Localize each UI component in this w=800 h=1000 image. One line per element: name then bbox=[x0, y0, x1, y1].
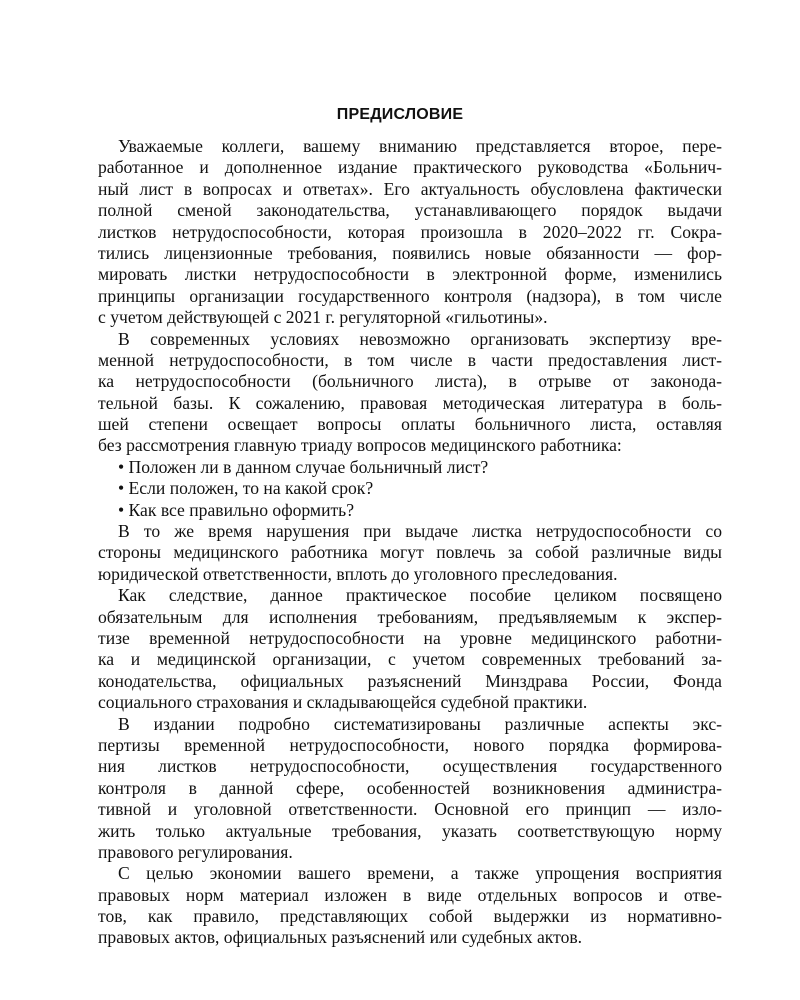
text-line: Уважаемые коллеги, вашему вниманию представляется второе, пере- bbox=[118, 136, 722, 156]
text-line: полной сменой законодательства, устанавливающего порядок выдачи bbox=[98, 200, 722, 221]
text-line: с учетом действующей с 2021 г. регуляторной «гильотины». bbox=[98, 307, 548, 328]
text-line: менной нетрудоспособности, в том числе в части предоставления лист- bbox=[98, 349, 722, 370]
text-line: ния листков нетрудоспособности, осуществления государственного bbox=[98, 756, 722, 777]
text-line: конодательства, официальных разъяснений Минздрава России, Фонда bbox=[98, 670, 722, 691]
text-line: контроля в данной сфере, особенностей возникновения администра- bbox=[98, 777, 722, 798]
text-line: юридической ответственности, вплоть до уголовного преследования. bbox=[98, 563, 618, 584]
text-line: пертизы временной нетрудоспособности, нового порядка формирова- bbox=[98, 734, 722, 755]
text-line: шей степени освещает вопросы оплаты больничного листа, оставляя bbox=[98, 414, 722, 435]
text-line: принципы организации государственного контроля (надзора), в том числе bbox=[98, 285, 722, 306]
text-line: обязательным для исполнения требованиям, предъявляемым к экспер- bbox=[98, 606, 722, 627]
paragraph bbox=[98, 863, 722, 949]
paragraph bbox=[98, 585, 722, 713]
text-line: В современных условиях невозможно организовать экспертизу вре- bbox=[118, 328, 722, 349]
paragraph bbox=[98, 714, 722, 864]
list-item: • Положен ли в данном случае больничный лист? bbox=[118, 456, 489, 477]
paragraph bbox=[98, 136, 722, 329]
text-line: ка нетрудоспособности (больничного листа), в отрыве от законода- bbox=[98, 371, 722, 392]
list-item: • Как все правильно оформить? bbox=[118, 499, 355, 520]
text-line: тивной и уголовной ответственности. Основной его принцип — изло- bbox=[98, 799, 722, 820]
preface-text bbox=[98, 136, 722, 949]
paragraph bbox=[98, 521, 722, 585]
text-line: стороны медицинского работника могут повлечь за собой различные виды bbox=[98, 542, 722, 563]
text-line: социального страхования и складывающейся судебной практики. bbox=[98, 692, 588, 713]
text-line: тизе временной нетрудоспособности на уровне медицинского работни- bbox=[98, 627, 722, 648]
bullet-list bbox=[98, 457, 722, 521]
text-line: ка и медицинской организации, с учетом современных требований за- bbox=[98, 649, 722, 670]
text-line: правовых норм материал изложен в виде отдельных вопросов и отве- bbox=[98, 884, 722, 905]
text-line: листков нетрудоспособности, которая произошла в 2020–2022 гг. Сокра- bbox=[98, 221, 722, 242]
page-title: ПРЕДИСЛОВИЕ bbox=[336, 106, 464, 123]
text-line: тов, как правило, представляющих собой выдержки из нормативно- bbox=[98, 906, 722, 927]
text-line: жить только актуальные требования, указать соответствующую норму bbox=[98, 820, 722, 841]
text-line: без рассмотрения главную триаду вопросов медицинского работника: bbox=[98, 435, 622, 456]
text-line: мировать листки нетрудоспособности в электронной форме, изменились bbox=[98, 264, 722, 285]
text-line: тились лицензионные требования, появились новые обязанности — фор- bbox=[98, 242, 722, 263]
text-line: Как следствие, данное практическое пособие целиком посвящено bbox=[118, 585, 722, 606]
text-line: правовых актов, официальных разъяснений или судебных актов. bbox=[98, 927, 583, 948]
text-line: ный лист в вопросах и ответах». Его актуальность обусловлена фактически bbox=[98, 178, 722, 199]
text-line: С целью экономии вашего времени, а также упрощения восприятия bbox=[118, 863, 722, 884]
paragraph bbox=[98, 329, 722, 457]
text-line: тельной базы. К сожалению, правовая методическая литература в боль- bbox=[98, 392, 722, 413]
list-item: • Если положен, то на какой срок? bbox=[118, 478, 374, 499]
text-line: В издании подробно систематизированы различные аспекты экс- bbox=[118, 713, 722, 734]
text-line: правового регулирования. bbox=[98, 841, 293, 862]
text-line: В то же время нарушения при выдаче листка нетрудоспособности со bbox=[118, 521, 722, 542]
text-line: работанное и дополненное издание практического руководства «Больнич- bbox=[98, 157, 722, 178]
